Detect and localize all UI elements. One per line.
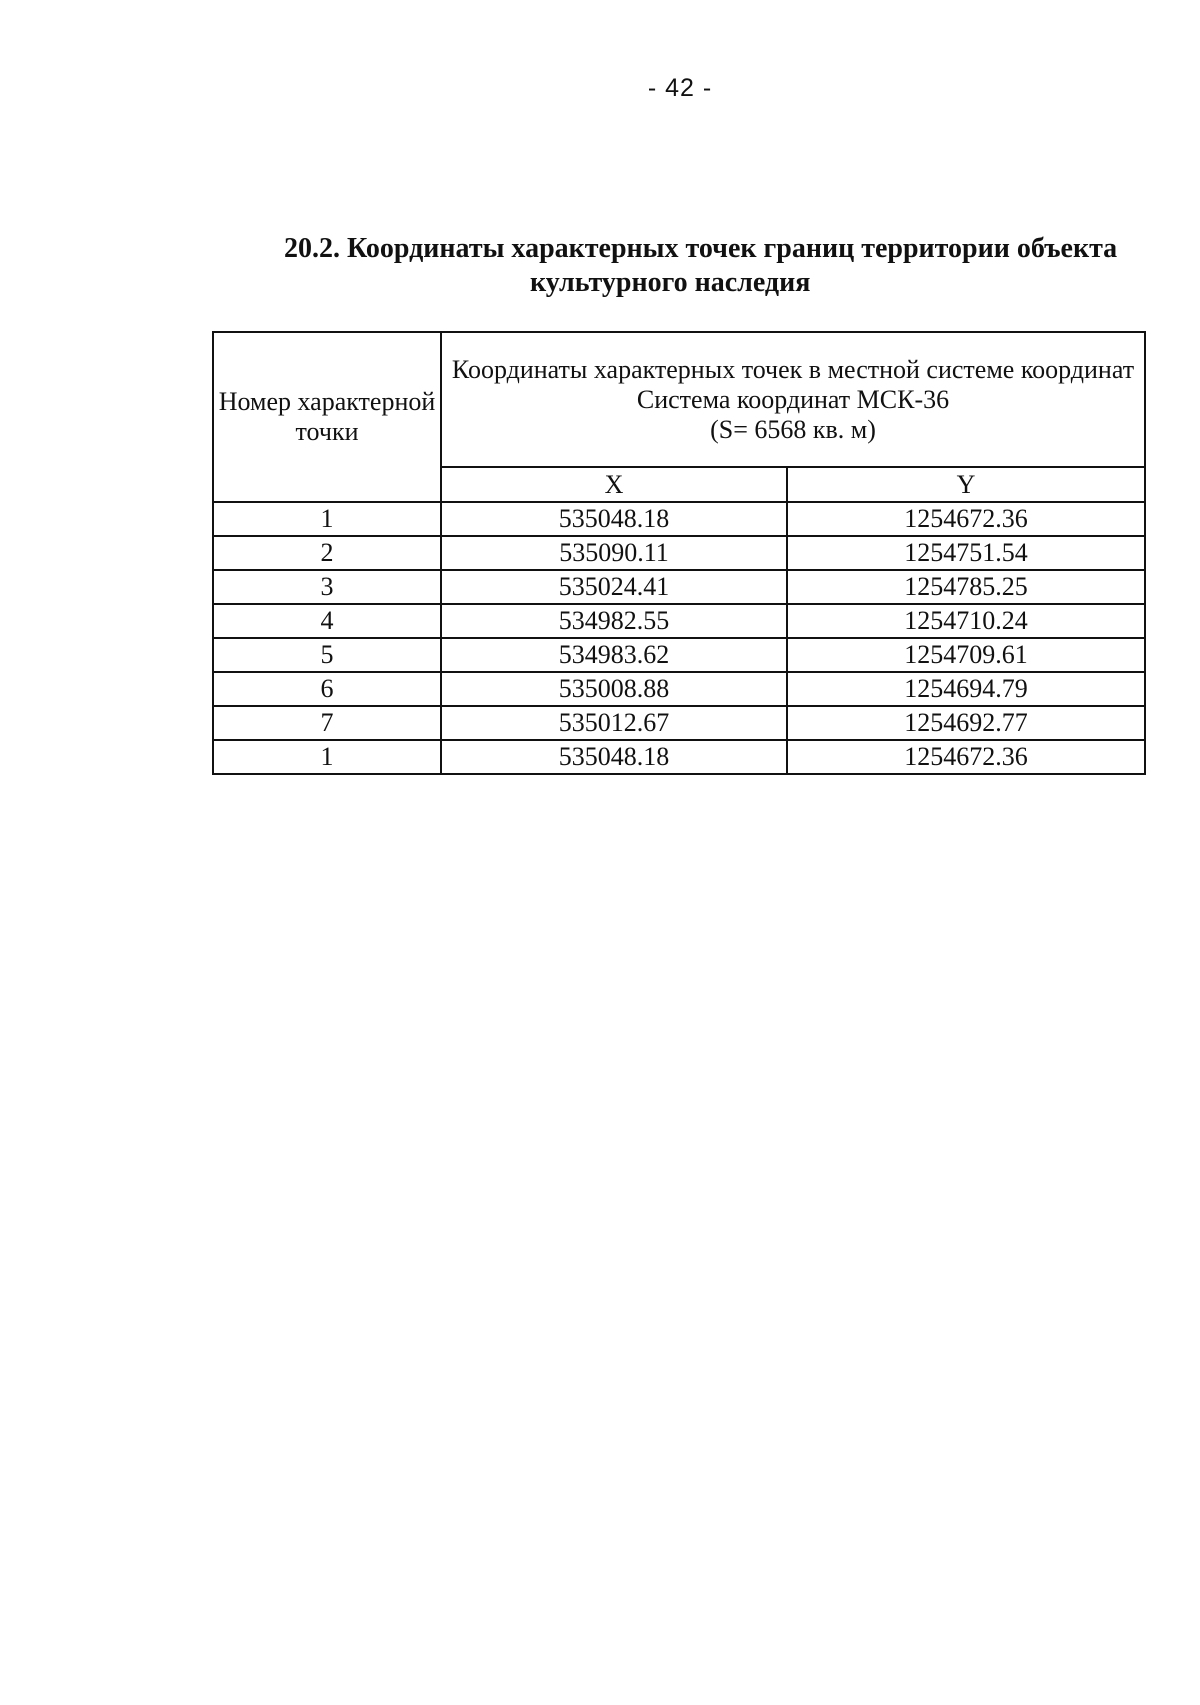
point-number-cell: 7 [213, 706, 441, 740]
table-row [213, 604, 1145, 638]
table-row [213, 672, 1145, 706]
y-coordinate-cell: 1254785.25 [787, 570, 1145, 604]
header-coordinate-system: Система координат МСК-36 [636, 384, 950, 414]
point-number-cell: 3 [213, 570, 441, 604]
x-coordinate-cell: 535024.41 [441, 570, 787, 604]
point-number-cell: 2 [213, 536, 441, 570]
x-coordinate-cell: 535012.67 [441, 706, 787, 740]
y-coordinate-cell: 1254694.79 [787, 672, 1145, 706]
table-row [213, 740, 1145, 774]
point-number-cell: 1 [213, 502, 441, 536]
table-row [213, 638, 1145, 672]
x-coordinate-cell: 535008.88 [441, 672, 787, 706]
x-coordinate-cell: 534982.55 [441, 604, 787, 638]
y-coordinate-cell: 1254692.77 [787, 706, 1145, 740]
coordinates-table [212, 331, 1146, 775]
x-coordinate-cell: 535048.18 [441, 740, 787, 774]
header-x: X [441, 467, 787, 502]
section-heading-line-1: 20.2. Координаты характерных точек границ территории объекта [284, 233, 1118, 264]
table-row [213, 570, 1145, 604]
point-number-cell: 4 [213, 604, 441, 638]
header-area: (S= 6568 кв. м) [710, 414, 876, 444]
table-row [213, 706, 1145, 740]
x-coordinate-cell: 534983.62 [441, 638, 787, 672]
table-row [213, 536, 1145, 570]
y-coordinate-cell: 1254672.36 [787, 502, 1145, 536]
table-body [213, 502, 1145, 774]
header-coordinates-title: Координаты характерных точек в местной системе координат [451, 354, 1135, 384]
y-coordinate-cell: 1254709.61 [787, 638, 1145, 672]
header-coordinates [441, 332, 1145, 467]
section-heading [284, 232, 1144, 300]
table-row [213, 502, 1145, 536]
header-y: Y [787, 467, 1145, 502]
point-number-cell: 6 [213, 672, 441, 706]
y-coordinate-cell: 1254672.36 [787, 740, 1145, 774]
x-coordinate-cell: 535048.18 [441, 502, 787, 536]
y-coordinate-cell: 1254710.24 [787, 604, 1145, 638]
page-number: - 42 - [647, 74, 713, 102]
section-heading-line-2: культурного наследия [530, 267, 811, 298]
x-coordinate-cell: 535090.11 [441, 536, 787, 570]
point-number-cell: 5 [213, 638, 441, 672]
y-coordinate-cell: 1254751.54 [787, 536, 1145, 570]
point-number-cell: 1 [213, 740, 441, 774]
header-point-number: Номер характерной точки [213, 332, 441, 502]
